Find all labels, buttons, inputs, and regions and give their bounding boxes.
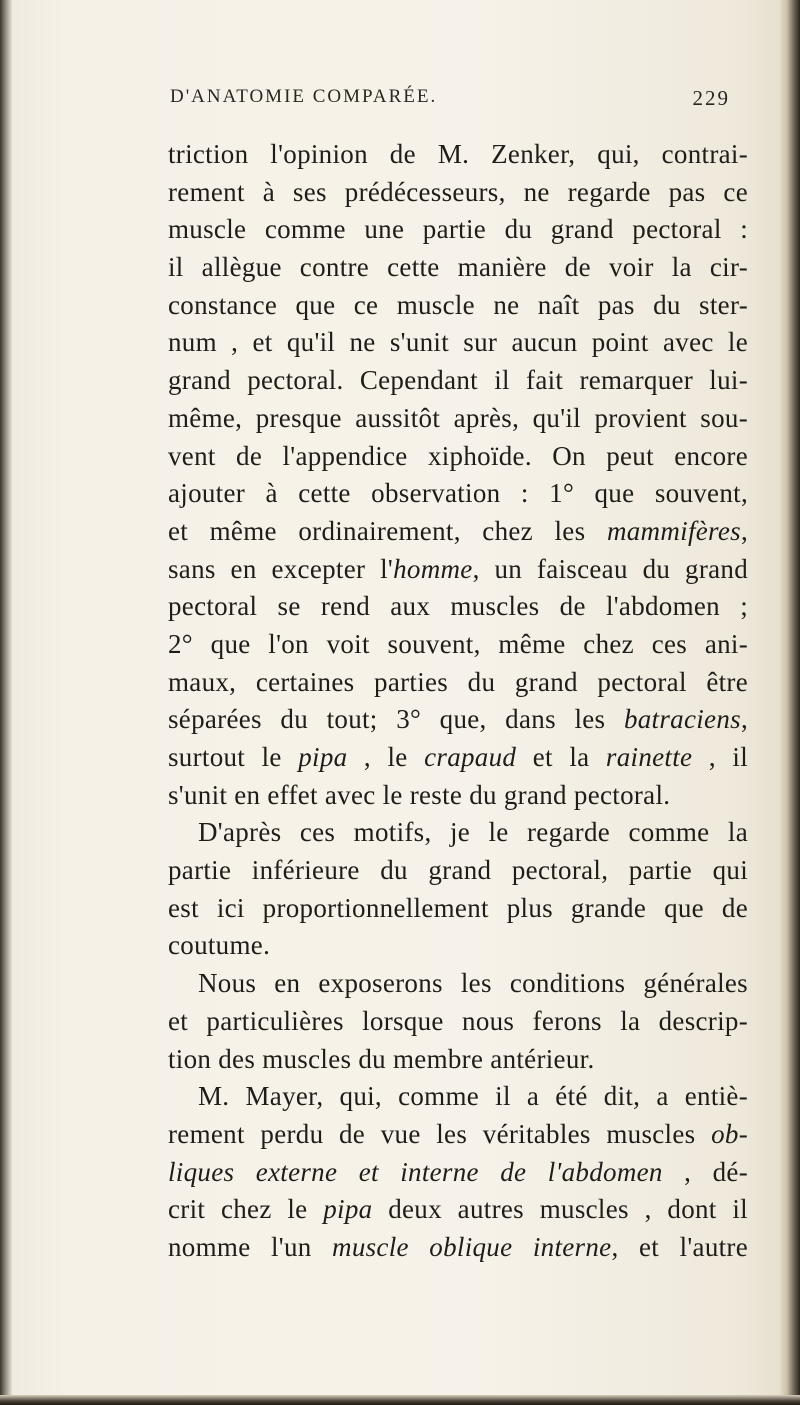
text-line: triction l'opinion de M. Zenker, qui, contrai- bbox=[168, 139, 748, 169]
text-line: nomme l'un muscle oblique interne, et l'autre bbox=[168, 1231, 748, 1262]
italic-term: ob- bbox=[711, 1118, 748, 1149]
text-line: surtout le pipa , le crapaud et la rainette , il bbox=[168, 742, 748, 772]
page-header bbox=[170, 86, 730, 126]
text-line: vent de l'appendice xiphoïde. On peut encore bbox=[168, 440, 748, 471]
text-line: coutume. bbox=[168, 930, 271, 961]
running-head: D'ANATOMIE COMPARÉE. bbox=[170, 86, 438, 107]
text-line: 2° que l'on voit souvent, même chez ces ani- bbox=[168, 628, 748, 659]
text-line: même, presque aussitôt après, qu'il provient sou- bbox=[168, 402, 748, 433]
italic-term: pipa bbox=[298, 742, 348, 772]
text-line: maux, certaines parties du grand pectoral être bbox=[168, 666, 748, 697]
text-line: il allègue contre cette manière de voir la cir- bbox=[168, 252, 748, 283]
text-line: et même ordinairement, chez les mammifères, bbox=[168, 515, 748, 546]
page-number: 229 bbox=[692, 86, 730, 110]
text-line: rement à ses prédécesseurs, ne regarde pas ce bbox=[168, 176, 748, 207]
text-line: tion des muscles du membre antérieur. bbox=[168, 1043, 595, 1074]
text-line: M. Mayer, qui, comme il a été dit, a entiè- bbox=[198, 1081, 748, 1112]
text-line: crit chez le pipa deux autres muscles , dont il bbox=[168, 1194, 748, 1225]
text-line: liques externe et interne de l'abdomen , dé- bbox=[168, 1156, 748, 1187]
italic-term: rainette bbox=[605, 742, 693, 772]
page-bottom-shadow bbox=[0, 1395, 800, 1405]
text-line: et particulières lorsque nous ferons la descrip- bbox=[168, 1005, 748, 1036]
italic-term: crapaud bbox=[424, 742, 517, 772]
text-line: constance que ce muscle ne naît pas du ster- bbox=[168, 289, 748, 320]
text-line: num , et qu'il ne s'unit sur aucun point avec le bbox=[168, 327, 748, 358]
text-line: ajouter à cette observation : 1° que souvent, bbox=[168, 478, 748, 509]
page-gutter-shadow bbox=[0, 0, 12, 1405]
text-line: muscle comme une partie du grand pectoral : bbox=[168, 214, 748, 245]
italic-term: pipa bbox=[323, 1194, 373, 1225]
italic-term: batraciens bbox=[623, 704, 741, 735]
text-line: D'après ces motifs, je le regarde comme la bbox=[198, 817, 748, 848]
text-line: Nous en exposerons les conditions générales bbox=[198, 968, 748, 999]
text-line: rement perdu de vue les véritables muscles ob- bbox=[168, 1118, 748, 1149]
text-line: s'unit en effet avec le reste du grand pectoral. bbox=[168, 779, 671, 810]
italic-term: liques externe et interne de l'abdomen bbox=[168, 1156, 663, 1187]
page-edge-shadow bbox=[780, 0, 800, 1405]
text-line: pectoral se rend aux muscles de l'abdomen ; bbox=[168, 591, 748, 622]
text-line: sans en excepter l'homme, un faisceau du grand bbox=[168, 553, 748, 584]
text-line: est ici proportionnellement plus grande que de bbox=[168, 892, 748, 923]
italic-term: homme bbox=[393, 553, 473, 584]
italic-term: mammifères bbox=[606, 515, 741, 546]
body-text bbox=[168, 136, 748, 1267]
text-line: séparées du tout; 3° que, dans les batraciens, bbox=[168, 704, 748, 735]
text-line: grand pectoral. Cependant il fait remarquer lui- bbox=[168, 365, 748, 396]
text-line: partie inférieure du grand pectoral, partie qui bbox=[168, 855, 748, 886]
italic-term: muscle oblique interne bbox=[332, 1231, 612, 1262]
